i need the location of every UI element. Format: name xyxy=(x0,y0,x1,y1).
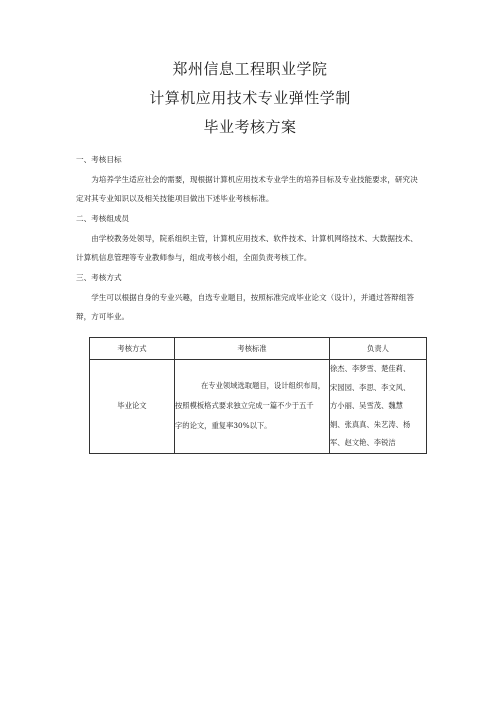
cell-standard xyxy=(175,360,330,454)
paragraph-line: 学生可以根据自身的专业兴趣，自选专业题目，按照标准完成毕业论文（设计），并通过答辩组答 xyxy=(91,293,414,302)
paragraph-line: 由学校教务处领导，院系组织主管，计算机应用技术、软件技术、计算机网络技术、大数据技术、 xyxy=(91,234,418,243)
header-method: 考核方式 xyxy=(90,338,175,360)
staff-line: 军、赵文艳、李锐洁 xyxy=(330,438,396,447)
title-school-name: 郑州信息工程职业学院 xyxy=(172,60,328,78)
paragraph-line: 计算机信息管理等专业教师参与，组成考核小组，全面负责考核工作。 xyxy=(76,253,312,262)
assessment-table xyxy=(89,337,427,454)
section-paragraph-members xyxy=(76,229,426,267)
cell-method: 毕业论文 xyxy=(90,360,175,454)
title-program-name: 计算机应用技术专业弹性学制 xyxy=(149,89,351,107)
header-standard: 考核标准 xyxy=(175,338,330,360)
staff-line: 宋园园、李思、李文风、 xyxy=(330,382,411,392)
section-paragraph-goal xyxy=(76,170,426,208)
table-header-row xyxy=(90,338,427,360)
header-staff: 负责人 xyxy=(330,338,427,360)
staff-line: 娟、张真真、朱艺涛、杨 xyxy=(330,419,411,429)
title-plan-name: 毕业考核方案 xyxy=(203,118,297,136)
staff-line: 方小丽、吴雪茂、魏慧 xyxy=(330,401,403,410)
standard-line: 按照模板格式要求独立完成一篇不少于五千 xyxy=(175,401,314,411)
standard-line: 字的论文，重复率30%以下。 xyxy=(175,421,272,431)
section-heading-method: 三、考核方式 xyxy=(76,273,122,282)
paragraph-line: 定对其专业知识以及相关技能项目做出下述毕业考核标准。 xyxy=(76,194,274,203)
staff-line: 徐杰、李梦雪、楚佳莉、 xyxy=(330,364,411,373)
table-row xyxy=(90,360,427,454)
paragraph-line: 为培养学生适应社会的需要，现根据计算机应用技术专业学生的培养目标及专业技能要求，研究决 xyxy=(91,175,418,184)
cell-staff xyxy=(330,360,427,454)
section-paragraph-method xyxy=(76,288,426,326)
section-heading-goal: 一、考核目标 xyxy=(76,155,122,164)
standard-line: 在专业领域选取题目，设计组织布局， xyxy=(201,381,326,391)
paragraph-line: 辩，方可毕业。 xyxy=(76,312,130,321)
section-heading-members: 二、考核组成员 xyxy=(76,214,130,223)
